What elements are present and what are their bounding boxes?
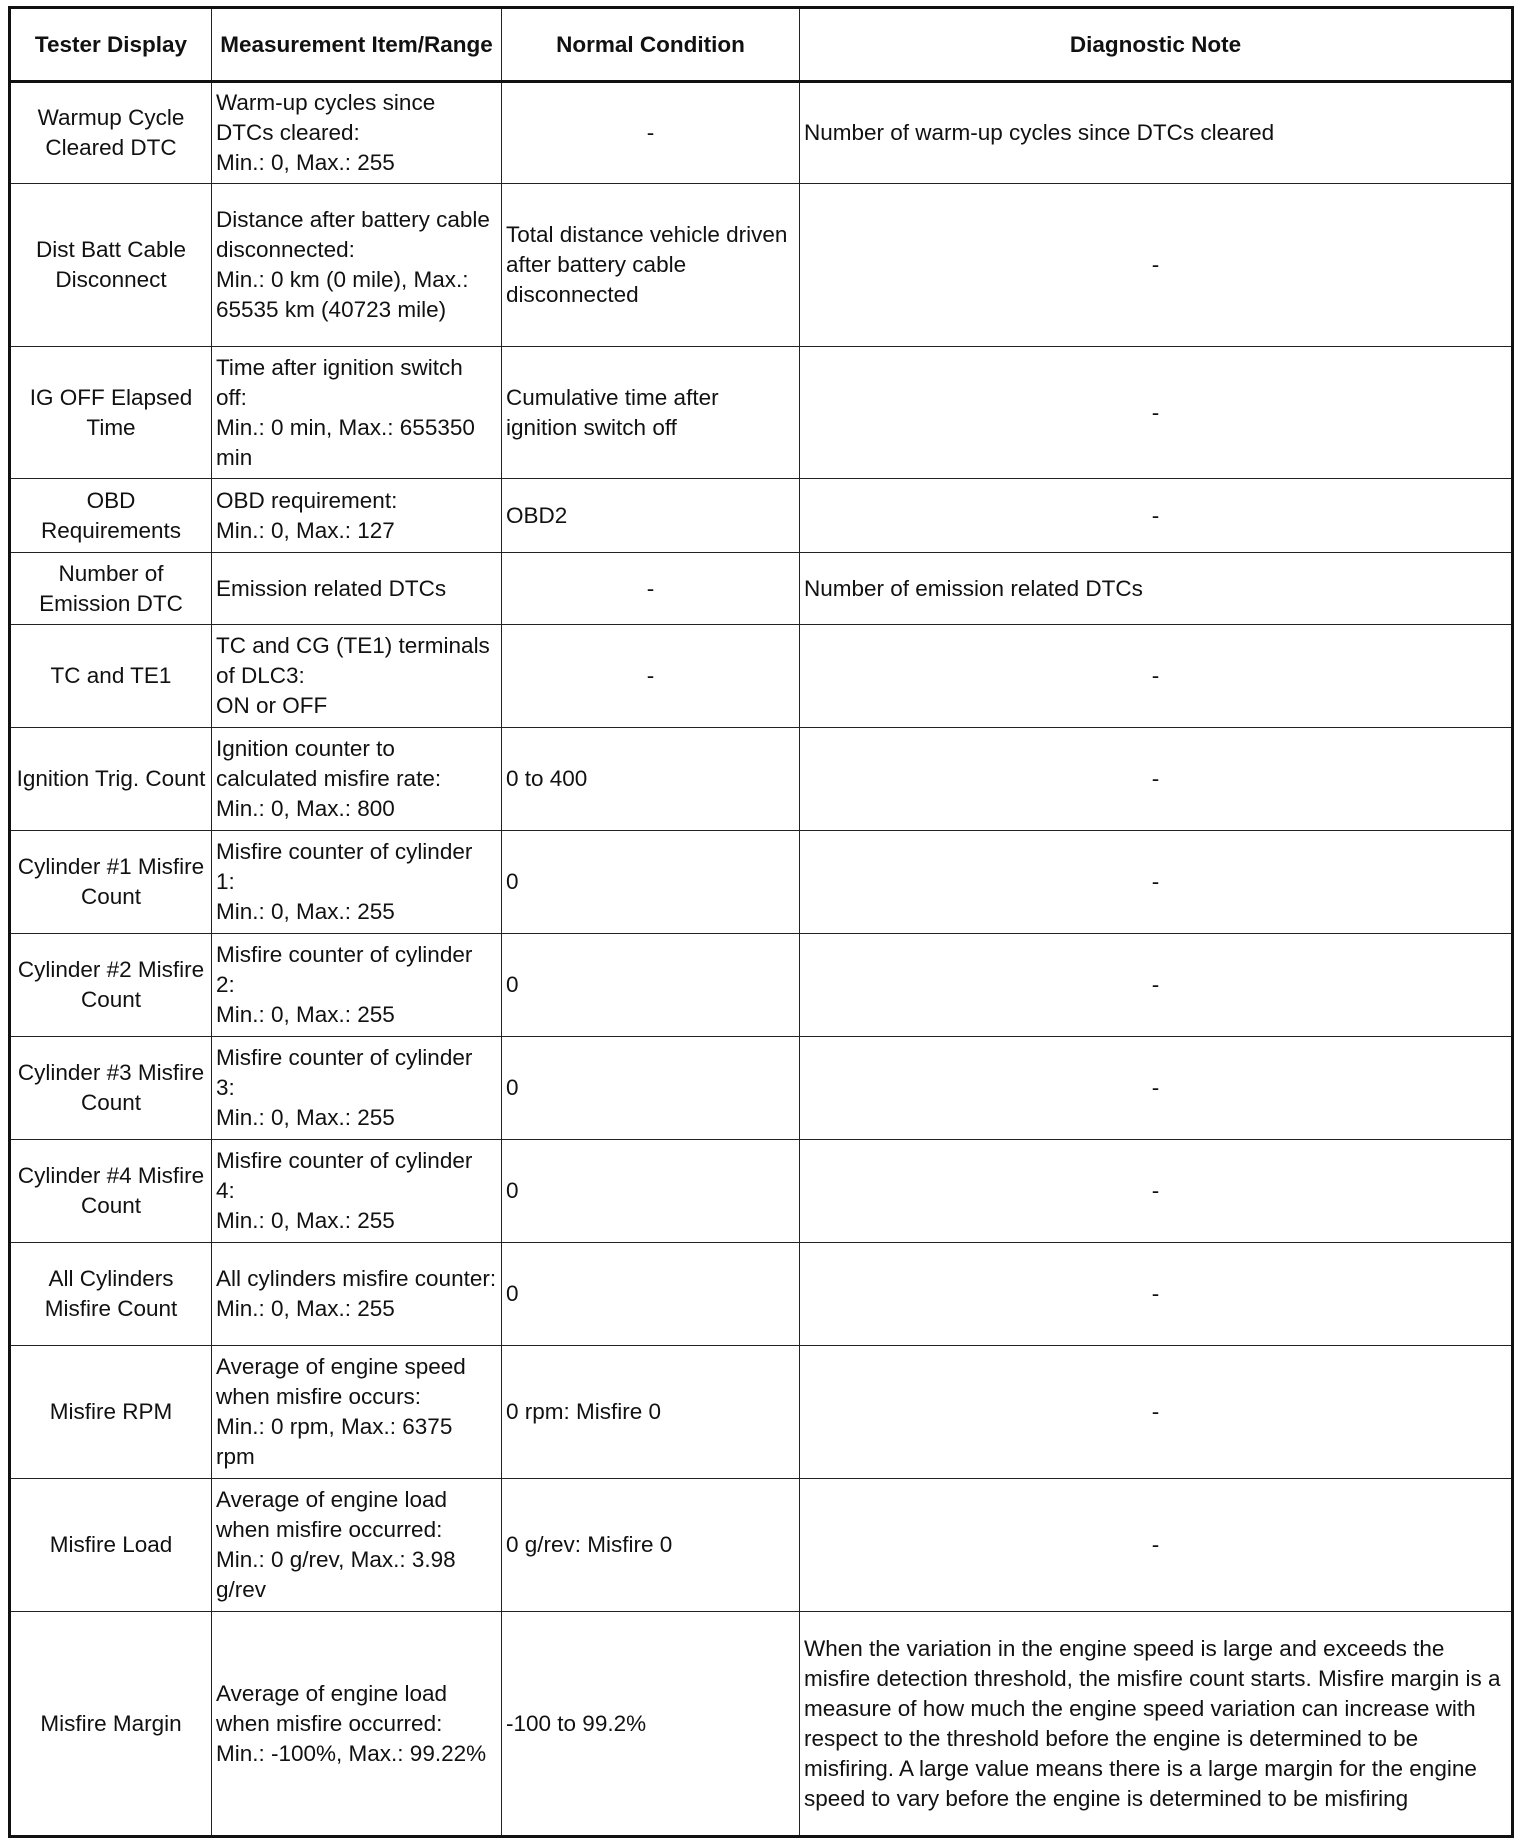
cell-tester-display: Number of Emission DTC [10, 553, 212, 625]
cell-measurement: Distance after battery cable disconnected: Min.: 0 km (0 mile), Max.: 65535 km (40723 mile) [212, 184, 502, 347]
cell-normal-condition: - [502, 553, 800, 625]
cell-diagnostic-note: Number of emission related DTCs [800, 553, 1513, 625]
cell-normal-condition: 0 [502, 934, 800, 1037]
cell-diagnostic-note: - [800, 934, 1513, 1037]
cell-normal-condition: OBD2 [502, 479, 800, 553]
cell-tester-display: Misfire Margin [10, 1612, 212, 1837]
table-row [10, 1243, 1513, 1346]
cell-diagnostic-note: - [800, 728, 1513, 831]
cell-diagnostic-note: - [800, 479, 1513, 553]
diagnostic-data-sheet [8, 6, 1511, 1821]
cell-measurement: TC and CG (TE1) terminals of DLC3: ON or OFF [212, 625, 502, 728]
cell-normal-condition: 0 [502, 1037, 800, 1140]
cell-tester-display: Dist Batt Cable Disconnect [10, 184, 212, 347]
cell-diagnostic-note: Number of warm-up cycles since DTCs cleared [800, 82, 1513, 184]
cell-normal-condition: -100 to 99.2% [502, 1612, 800, 1837]
table-row [10, 184, 1513, 347]
cell-diagnostic-note: - [800, 184, 1513, 347]
cell-measurement: OBD requirement: Min.: 0, Max.: 127 [212, 479, 502, 553]
cell-diagnostic-note: - [800, 831, 1513, 934]
cell-tester-display: Ignition Trig. Count [10, 728, 212, 831]
cell-tester-display: Cylinder #3 Misfire Count [10, 1037, 212, 1140]
cell-measurement: Misfire counter of cylinder 4: Min.: 0, Max.: 255 [212, 1140, 502, 1243]
data-list-table [8, 6, 1514, 1838]
table-header-row [10, 8, 1513, 82]
cell-normal-condition: 0 g/rev: Misfire 0 [502, 1479, 800, 1612]
cell-measurement: Misfire counter of cylinder 1: Min.: 0, Max.: 255 [212, 831, 502, 934]
cell-measurement: Time after ignition switch off: Min.: 0 min, Max.: 655350 min [212, 347, 502, 479]
cell-normal-condition: Total distance vehicle driven after battery cable disconnected [502, 184, 800, 347]
cell-diagnostic-note: - [800, 1140, 1513, 1243]
cell-tester-display: Cylinder #4 Misfire Count [10, 1140, 212, 1243]
cell-diagnostic-note: - [800, 625, 1513, 728]
cell-measurement: Average of engine load when misfire occurred: Min.: 0 g/rev, Max.: 3.98 g/rev [212, 1479, 502, 1612]
cell-diagnostic-note: - [800, 347, 1513, 479]
table-row [10, 347, 1513, 479]
cell-tester-display: Cylinder #1 Misfire Count [10, 831, 212, 934]
cell-diagnostic-note: - [800, 1037, 1513, 1140]
cell-diagnostic-note: When the variation in the engine speed is large and exceeds the misfire detection threshold, the misfire count starts. Misfire margin is a measure of how much the engine speed variation can increase with respect to the threshold before the engine is determined to be misfiring. A large value means there is a large margin for the engine speed to vary before the engine is determined to be misfiring [800, 1612, 1513, 1837]
cell-diagnostic-note: - [800, 1346, 1513, 1479]
cell-normal-condition: 0 rpm: Misfire 0 [502, 1346, 800, 1479]
table-row [10, 479, 1513, 553]
table-row [10, 1346, 1513, 1479]
table-row [10, 625, 1513, 728]
header-tester-display: Tester Display [10, 8, 212, 82]
table-row [10, 728, 1513, 831]
cell-tester-display: Warmup Cycle Cleared DTC [10, 82, 212, 184]
cell-tester-display: All Cylinders Misfire Count [10, 1243, 212, 1346]
cell-diagnostic-note: - [800, 1243, 1513, 1346]
cell-normal-condition: Cumulative time after ignition switch off [502, 347, 800, 479]
cell-measurement: Misfire counter of cylinder 2: Min.: 0, Max.: 255 [212, 934, 502, 1037]
cell-normal-condition: - [502, 82, 800, 184]
cell-tester-display: OBD Requirements [10, 479, 212, 553]
cell-diagnostic-note: - [800, 1479, 1513, 1612]
cell-measurement: Ignition counter to calculated misfire rate: Min.: 0, Max.: 800 [212, 728, 502, 831]
header-normal-condition: Normal Condition [502, 8, 800, 82]
table-row [10, 82, 1513, 184]
header-diagnostic-note: Diagnostic Note [800, 8, 1513, 82]
cell-tester-display: IG OFF Elapsed Time [10, 347, 212, 479]
table-row [10, 1612, 1513, 1837]
cell-measurement: Misfire counter of cylinder 3: Min.: 0, Max.: 255 [212, 1037, 502, 1140]
table-row [10, 1479, 1513, 1612]
cell-normal-condition: 0 to 400 [502, 728, 800, 831]
cell-tester-display: Misfire RPM [10, 1346, 212, 1479]
table-row [10, 1037, 1513, 1140]
header-measurement-item-range: Measurement Item/Range [212, 8, 502, 82]
cell-measurement: Average of engine speed when misfire occurs: Min.: 0 rpm, Max.: 6375 rpm [212, 1346, 502, 1479]
cell-normal-condition: 0 [502, 831, 800, 934]
table-row [10, 831, 1513, 934]
cell-measurement: Average of engine load when misfire occurred: Min.: -100%, Max.: 99.22% [212, 1612, 502, 1837]
cell-measurement: Warm-up cycles since DTCs cleared: Min.: 0, Max.: 255 [212, 82, 502, 184]
cell-tester-display: Cylinder #2 Misfire Count [10, 934, 212, 1037]
cell-measurement: All cylinders misfire counter: Min.: 0, Max.: 255 [212, 1243, 502, 1346]
table-row [10, 553, 1513, 625]
cell-measurement: Emission related DTCs [212, 553, 502, 625]
cell-normal-condition: - [502, 625, 800, 728]
table-row [10, 1140, 1513, 1243]
cell-tester-display: TC and TE1 [10, 625, 212, 728]
cell-normal-condition: 0 [502, 1140, 800, 1243]
cell-tester-display: Misfire Load [10, 1479, 212, 1612]
cell-normal-condition: 0 [502, 1243, 800, 1346]
table-row [10, 934, 1513, 1037]
